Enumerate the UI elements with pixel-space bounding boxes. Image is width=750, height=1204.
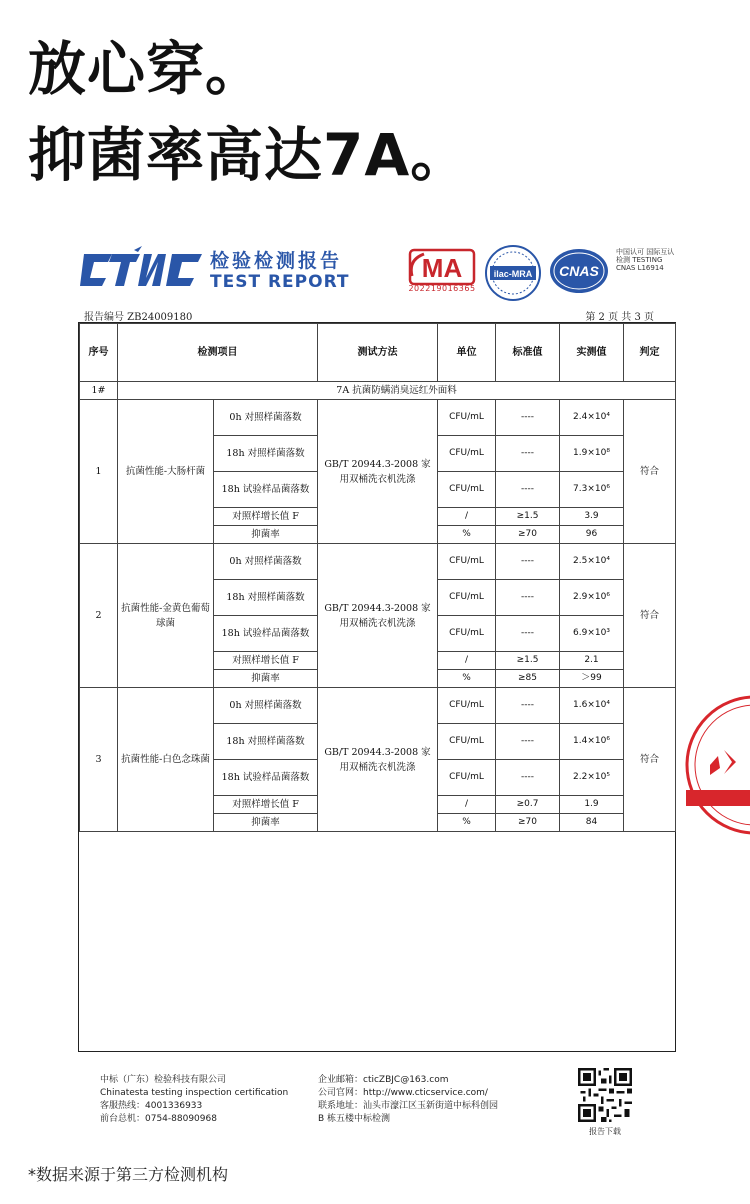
- measured-cell: 7.3×10⁶: [560, 472, 624, 508]
- verdict-cell: 符合: [624, 544, 676, 688]
- standard-cell: ----: [496, 580, 560, 616]
- measured-cell: 3.9: [560, 508, 624, 526]
- footer-email: 企业邮箱：cticZBJC@163.com: [318, 1075, 449, 1085]
- group-number: 2: [80, 544, 118, 688]
- unit-cell: %: [438, 526, 496, 544]
- cnas-mark-icon: [548, 246, 610, 296]
- report-title-en: TEST REPORT: [210, 272, 350, 292]
- col-header-measured: 实测值: [560, 324, 624, 382]
- unit-cell: CFU/mL: [438, 580, 496, 616]
- measured-cell: 96: [560, 526, 624, 544]
- footer-company-name: 中标（广东）检验科技有限公司: [100, 1075, 227, 1085]
- footer-phone: 前台总机：0754-88090968: [100, 1114, 217, 1124]
- col-header-standard: 标准值: [496, 324, 560, 382]
- measured-cell: 2.2×10⁵: [560, 760, 624, 796]
- sub-item: 0h 对照样菌落数: [214, 688, 318, 724]
- sub-item: 18h 对照样菌落数: [214, 724, 318, 760]
- sub-item: 抑菌率: [214, 814, 318, 832]
- sample-id: 1#: [80, 382, 118, 400]
- sub-item: 对照样增长值 F: [214, 652, 318, 670]
- footer-hotline: 客服热线：4001336933: [100, 1101, 203, 1111]
- standard-cell: ----: [496, 760, 560, 796]
- svg-text:CNAS: CNAS: [559, 263, 599, 279]
- table-row: [80, 544, 676, 580]
- sub-item: 18h 对照样菌落数: [214, 580, 318, 616]
- unit-cell: CFU/mL: [438, 544, 496, 580]
- footer-company-info: [100, 1074, 288, 1126]
- col-header-method: 测试方法: [318, 324, 438, 382]
- standard-cell: ----: [496, 400, 560, 436]
- report-title-cn: 检验检测报告: [210, 250, 343, 272]
- results-table: [79, 323, 676, 1038]
- sub-item: 18h 对照样菌落数: [214, 436, 318, 472]
- unit-cell: %: [438, 814, 496, 832]
- sub-item: 抑菌率: [214, 670, 318, 688]
- svg-text:MA: MA: [421, 253, 463, 283]
- measured-cell: 1.9×10⁸: [560, 436, 624, 472]
- test-item: 抗菌性能-金黄色葡萄球菌: [118, 544, 214, 688]
- unit-cell: /: [438, 652, 496, 670]
- unit-cell: /: [438, 796, 496, 814]
- sample-row: [80, 382, 676, 400]
- measured-cell: 2.9×10⁶: [560, 580, 624, 616]
- standard-cell: ≥85: [496, 670, 560, 688]
- measured-cell: ＞99: [560, 670, 624, 688]
- headline-line-1: 放心穿。: [28, 35, 265, 103]
- test-method: GB/T 20944.3-2008 家用双桶洗衣机洗涤: [318, 400, 438, 544]
- headline-line-2: 抑菌率高达7A。: [28, 121, 470, 189]
- measured-cell: 6.9×10³: [560, 616, 624, 652]
- sub-item: 对照样增长值 F: [214, 796, 318, 814]
- footer-company-en: Chinatesta testing inspection certification: [100, 1088, 289, 1098]
- unit-cell: %: [438, 670, 496, 688]
- ilac-mra-icon: [484, 244, 542, 302]
- result-groups: [80, 400, 676, 1038]
- sample-name: 7A 抗菌防螨消臭远红外面料: [118, 382, 676, 400]
- col-header-item: 检测项目: [118, 324, 318, 382]
- svg-text:ilac-MRA: ilac-MRA: [493, 269, 533, 279]
- standard-cell: ≥70: [496, 814, 560, 832]
- unit-cell: CFU/mL: [438, 688, 496, 724]
- unit-cell: CFU/mL: [438, 616, 496, 652]
- unit-cell: CFU/mL: [438, 472, 496, 508]
- cnas-caption: 中国认可 国际互认 检测 TESTING CNAS L16914: [616, 248, 675, 272]
- page-info: 第 2 页 共 3 页: [585, 312, 654, 323]
- col-header-verdict: 判定: [624, 324, 676, 382]
- test-method: GB/T 20944.3-2008 家用双桶洗衣机洗涤: [318, 544, 438, 688]
- standard-cell: ≥0.7: [496, 796, 560, 814]
- group-number: 3: [80, 688, 118, 832]
- table-row: [80, 400, 676, 436]
- qr-caption: 报告下载: [589, 1127, 621, 1136]
- sub-item: 对照样增长值 F: [214, 508, 318, 526]
- footer-address-2: B 栋五楼中标检测: [318, 1114, 391, 1124]
- ctic-logo: [78, 244, 208, 296]
- results-table-frame: [78, 322, 676, 1052]
- standard-cell: ----: [496, 472, 560, 508]
- test-method: GB/T 20944.3-2008 家用双桶洗衣机洗涤: [318, 688, 438, 832]
- blank-area: [80, 832, 676, 1038]
- sub-item: 18h 试验样品菌落数: [214, 760, 318, 796]
- measured-cell: 2.4×10⁴: [560, 400, 624, 436]
- measured-cell: 2.5×10⁴: [560, 544, 624, 580]
- standard-cell: ----: [496, 616, 560, 652]
- table-row: [80, 688, 676, 724]
- col-header-unit: 单位: [438, 324, 496, 382]
- footer-contact-info: [318, 1074, 498, 1126]
- table-header-row: [80, 324, 676, 382]
- verdict-cell: 符合: [624, 688, 676, 832]
- sub-item: 0h 对照样菌落数: [214, 400, 318, 436]
- measured-cell: 84: [560, 814, 624, 832]
- test-report-document: [70, 232, 680, 1134]
- verdict-cell: 符合: [624, 400, 676, 544]
- report-number: 报告编号 ZB24009180: [84, 312, 193, 323]
- sub-item: 18h 试验样品菌落数: [214, 472, 318, 508]
- measured-cell: 1.4×10⁶: [560, 724, 624, 760]
- data-source-note: *数据来源于第三方检测机构: [28, 1165, 229, 1184]
- footer-website: 公司官网：http://www.cticservice.com/: [318, 1088, 488, 1098]
- group-number: 1: [80, 400, 118, 544]
- unit-cell: CFU/mL: [438, 760, 496, 796]
- standard-cell: ----: [496, 544, 560, 580]
- standard-cell: ≥1.5: [496, 508, 560, 526]
- sub-item: 抑菌率: [214, 526, 318, 544]
- sub-item: 18h 试验样品菌落数: [214, 616, 318, 652]
- red-seal-stamp-icon: [680, 690, 750, 840]
- standard-cell: ≥1.5: [496, 652, 560, 670]
- standard-cell: ≥70: [496, 526, 560, 544]
- standard-cell: ----: [496, 436, 560, 472]
- standard-cell: ----: [496, 688, 560, 724]
- measured-cell: 1.9: [560, 796, 624, 814]
- measured-cell: 1.6×10⁴: [560, 688, 624, 724]
- unit-cell: CFU/mL: [438, 436, 496, 472]
- test-item: 抗菌性能-白色念珠菌: [118, 688, 214, 832]
- measured-cell: 2.1: [560, 652, 624, 670]
- unit-cell: CFU/mL: [438, 400, 496, 436]
- blank-cell: [80, 832, 676, 1038]
- standard-cell: ----: [496, 724, 560, 760]
- unit-cell: /: [438, 508, 496, 526]
- sub-item: 0h 对照样菌落数: [214, 544, 318, 580]
- footer-address: 联系地址：汕头市濠江区玉新街道中标科创园: [318, 1101, 499, 1111]
- qr-code-icon[interactable]: [578, 1068, 632, 1122]
- cma-number: 202219016365: [408, 284, 476, 293]
- test-item: 抗菌性能-大肠杆菌: [118, 400, 214, 544]
- unit-cell: CFU/mL: [438, 724, 496, 760]
- col-header-no: 序号: [80, 324, 118, 382]
